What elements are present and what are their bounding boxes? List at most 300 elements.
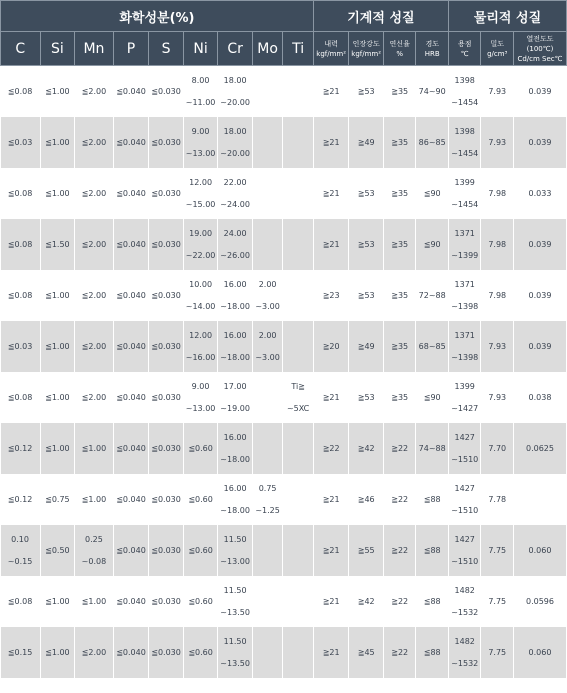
cell-elongation: ≧35 bbox=[383, 372, 416, 423]
cell-si: ≦1.00 bbox=[40, 321, 75, 372]
cell-density: 7.93 bbox=[481, 66, 514, 118]
col-ti: Ti bbox=[283, 32, 314, 66]
cell-tensile: ≧55 bbox=[349, 525, 384, 576]
col-ni: Ni bbox=[183, 32, 218, 66]
cell-mo bbox=[252, 627, 282, 678]
cell-density: 7.70 bbox=[481, 423, 514, 474]
cell-c: ≦0.08 bbox=[1, 66, 41, 118]
range-end: ~1.25 bbox=[255, 505, 280, 515]
cell-cr bbox=[218, 117, 253, 168]
col-density-unit: g/cm³ bbox=[487, 49, 508, 58]
cell-hardness: ≦88 bbox=[416, 627, 449, 678]
range-start: 0.10 bbox=[11, 534, 29, 544]
cell-ti bbox=[283, 525, 314, 576]
cell-thermal-conductivity: 0.039 bbox=[513, 219, 566, 270]
col-s: S bbox=[149, 32, 184, 66]
cell-c: ≦0.03 bbox=[1, 117, 41, 168]
cell-hardness: 72~88 bbox=[416, 270, 449, 321]
range-start: 9.00 bbox=[191, 126, 210, 136]
range-start: Ti≧ bbox=[291, 381, 305, 391]
cell-thermal-conductivity: 0.039 bbox=[513, 66, 566, 118]
cell-mo bbox=[252, 219, 282, 270]
range-start: 1371 bbox=[454, 330, 475, 340]
col-yield-strength bbox=[313, 32, 349, 66]
table-row bbox=[1, 474, 567, 525]
cell-tensile: ≧45 bbox=[349, 627, 384, 678]
cell-mo bbox=[252, 117, 282, 168]
col-cr: Cr bbox=[218, 32, 253, 66]
col-mn: Mn bbox=[75, 32, 114, 66]
col-yield-strength-label: 내력 bbox=[324, 39, 338, 48]
range-start: 18.00 bbox=[223, 75, 247, 85]
range-start: 12.00 bbox=[189, 330, 213, 340]
cell-thermal-conductivity: 0.039 bbox=[513, 270, 566, 321]
cell-p: ≦0.040 bbox=[113, 321, 149, 372]
cell-mn: ≦2.00 bbox=[75, 66, 114, 118]
cell-cr bbox=[218, 321, 253, 372]
cell-c: ≦0.03 bbox=[1, 321, 41, 372]
cell-melting-point bbox=[448, 219, 481, 270]
physical-properties-header: 물리적 성질 bbox=[448, 1, 566, 32]
range-start: 1398 bbox=[454, 75, 475, 85]
table-row bbox=[1, 372, 567, 423]
col-hardness-unit: HRB bbox=[424, 49, 440, 58]
range-end: ~3.00 bbox=[255, 352, 280, 362]
cell-yield: ≧21 bbox=[313, 168, 349, 219]
range-start: 1427 bbox=[454, 534, 475, 544]
range-end: ~26.00 bbox=[220, 250, 250, 260]
range-start: 24.00 bbox=[223, 228, 247, 238]
cell-ni bbox=[183, 117, 218, 168]
range-end: ~24.00 bbox=[220, 199, 250, 209]
cell-s: ≦0.030 bbox=[149, 372, 184, 423]
cell-mo bbox=[252, 270, 282, 321]
cell-yield: ≧23 bbox=[313, 270, 349, 321]
cell-yield: ≧21 bbox=[313, 117, 349, 168]
col-hardness bbox=[416, 32, 449, 66]
range-start: 10.00 bbox=[189, 279, 213, 289]
cell-hardness: ≦90 bbox=[416, 168, 449, 219]
range-end: ~13.00 bbox=[185, 403, 216, 413]
range-start: 1371 bbox=[454, 279, 475, 289]
cell-melting-point bbox=[448, 66, 481, 118]
range-start: 0.75 bbox=[258, 483, 277, 493]
col-elongation-unit: % bbox=[396, 49, 404, 58]
cell-melting-point bbox=[448, 576, 481, 627]
column-header-row bbox=[1, 32, 567, 66]
range-start: 22.00 bbox=[223, 177, 247, 187]
range-start: 16.00 bbox=[223, 279, 247, 289]
col-tensile-strength bbox=[349, 32, 384, 66]
range-start: 1427 bbox=[454, 432, 475, 442]
cell-ni: ≦0.60 bbox=[183, 576, 218, 627]
cell-hardness: ≦88 bbox=[416, 576, 449, 627]
cell-yield: ≧21 bbox=[313, 219, 349, 270]
cell-elongation: ≧22 bbox=[383, 525, 416, 576]
cell-elongation: ≧22 bbox=[383, 423, 416, 474]
range-end: ~1510 bbox=[451, 505, 479, 515]
cell-mn: ≦1.00 bbox=[75, 423, 114, 474]
range-end: ~1398 bbox=[451, 352, 479, 362]
cell-si: ≦0.75 bbox=[40, 474, 75, 525]
cell-elongation: ≧22 bbox=[383, 474, 416, 525]
range-start: 0.25 bbox=[85, 534, 103, 544]
cell-thermal-conductivity: 0.0625 bbox=[513, 423, 566, 474]
table-row bbox=[1, 270, 567, 321]
cell-ti bbox=[283, 321, 314, 372]
range-end: ~20.00 bbox=[220, 97, 250, 107]
cell-si: ≦1.00 bbox=[40, 168, 75, 219]
cell-tensile: ≧49 bbox=[349, 117, 384, 168]
cell-s: ≦0.030 bbox=[149, 474, 184, 525]
range-end: ~18.00 bbox=[220, 352, 250, 362]
cell-yield: ≧21 bbox=[313, 627, 349, 678]
range-start: 11.50 bbox=[223, 636, 247, 646]
col-si: Si bbox=[40, 32, 75, 66]
col-mo: Mo bbox=[252, 32, 282, 66]
cell-elongation: ≧35 bbox=[383, 270, 416, 321]
cell-hardness: 74~90 bbox=[416, 66, 449, 118]
cell-yield: ≧21 bbox=[313, 372, 349, 423]
cell-tensile: ≧53 bbox=[349, 168, 384, 219]
range-start: 19.00 bbox=[189, 228, 213, 238]
range-start: 11.50 bbox=[223, 534, 247, 544]
mechanical-properties-header: 기계적 성질 bbox=[313, 1, 448, 32]
cell-si: ≦0.50 bbox=[40, 525, 75, 576]
cell-density: 7.75 bbox=[481, 576, 514, 627]
table-row bbox=[1, 321, 567, 372]
cell-p: ≦0.040 bbox=[113, 66, 149, 118]
cell-melting-point bbox=[448, 321, 481, 372]
cell-thermal-conductivity: 0.033 bbox=[513, 168, 566, 219]
range-end: ~13.50 bbox=[220, 658, 250, 668]
cell-hardness: ≦90 bbox=[416, 372, 449, 423]
cell-density: 7.98 bbox=[481, 270, 514, 321]
cell-c bbox=[1, 525, 41, 576]
cell-hardness: 86~85 bbox=[416, 117, 449, 168]
cell-mo bbox=[252, 372, 282, 423]
range-start: 1482 bbox=[454, 636, 475, 646]
cell-yield: ≧21 bbox=[313, 474, 349, 525]
cell-si: ≦1.00 bbox=[40, 423, 75, 474]
col-hardness-label: 경도 bbox=[425, 39, 439, 48]
cell-melting-point bbox=[448, 474, 481, 525]
cell-mo bbox=[252, 474, 282, 525]
cell-ni bbox=[183, 321, 218, 372]
cell-p: ≦0.040 bbox=[113, 423, 149, 474]
col-melting-point bbox=[448, 32, 481, 66]
range-end: ~18.00 bbox=[220, 301, 250, 311]
table-row bbox=[1, 168, 567, 219]
range-end: ~14.00 bbox=[185, 301, 216, 311]
cell-ni: ≦0.60 bbox=[183, 627, 218, 678]
cell-cr bbox=[218, 270, 253, 321]
range-end: ~1398 bbox=[451, 301, 479, 311]
cell-ni bbox=[183, 66, 218, 118]
cell-density: 7.75 bbox=[481, 525, 514, 576]
range-start: 8.00 bbox=[191, 75, 210, 85]
range-end: ~1510 bbox=[451, 454, 479, 464]
range-end: ~15.00 bbox=[185, 199, 216, 209]
cell-mo bbox=[252, 423, 282, 474]
cell-s: ≦0.030 bbox=[149, 321, 184, 372]
cell-mo bbox=[252, 168, 282, 219]
cell-si: ≦1.00 bbox=[40, 576, 75, 627]
cell-cr bbox=[218, 627, 253, 678]
range-start: 16.00 bbox=[223, 483, 247, 493]
col-tensile-strength-unit: kgf/mm² bbox=[351, 49, 382, 58]
range-end: ~1399 bbox=[451, 250, 479, 260]
cell-elongation: ≧22 bbox=[383, 576, 416, 627]
range-start: 12.00 bbox=[189, 177, 213, 187]
cell-ni bbox=[183, 372, 218, 423]
cell-ti bbox=[283, 168, 314, 219]
cell-melting-point bbox=[448, 372, 481, 423]
cell-ti bbox=[283, 576, 314, 627]
col-thermal-conductivity-unit: Cd/cm Sec℃ bbox=[517, 54, 563, 63]
col-c: C bbox=[1, 32, 41, 66]
cell-yield: ≧20 bbox=[313, 321, 349, 372]
cell-si: ≦1.00 bbox=[40, 372, 75, 423]
cell-p: ≦0.040 bbox=[113, 168, 149, 219]
cell-c: ≦0.08 bbox=[1, 219, 41, 270]
group-header-row bbox=[1, 1, 567, 32]
range-start: 1427 bbox=[454, 483, 475, 493]
cell-thermal-conductivity: 0.039 bbox=[513, 117, 566, 168]
range-end: ~11.00 bbox=[185, 97, 216, 107]
table-row bbox=[1, 117, 567, 168]
cell-density: 7.93 bbox=[481, 117, 514, 168]
cell-c: ≦0.08 bbox=[1, 270, 41, 321]
cell-si: ≦1.00 bbox=[40, 270, 75, 321]
col-elongation-label: 연신율 bbox=[389, 39, 410, 48]
range-end: ~1427 bbox=[451, 403, 479, 413]
cell-ti bbox=[283, 66, 314, 118]
range-end: ~20.00 bbox=[220, 148, 250, 158]
cell-density: 7.78 bbox=[481, 474, 514, 525]
range-end: ~0.15 bbox=[7, 556, 33, 566]
col-tensile-strength-label: 인장강도 bbox=[352, 39, 380, 48]
cell-c: ≦0.12 bbox=[1, 423, 41, 474]
cell-s: ≦0.030 bbox=[149, 627, 184, 678]
cell-s: ≦0.030 bbox=[149, 219, 184, 270]
cell-hardness: ≦90 bbox=[416, 219, 449, 270]
cell-ti bbox=[283, 423, 314, 474]
cell-tensile: ≧53 bbox=[349, 66, 384, 118]
table-row bbox=[1, 219, 567, 270]
col-elongation bbox=[383, 32, 416, 66]
cell-density: 7.93 bbox=[481, 321, 514, 372]
cell-mn: ≦2.00 bbox=[75, 219, 114, 270]
cell-elongation: ≧22 bbox=[383, 627, 416, 678]
cell-p: ≦0.040 bbox=[113, 576, 149, 627]
cell-cr bbox=[218, 372, 253, 423]
spec-table-body bbox=[1, 66, 567, 679]
range-end: ~1454 bbox=[451, 148, 479, 158]
cell-ni bbox=[183, 168, 218, 219]
cell-yield: ≧21 bbox=[313, 525, 349, 576]
cell-cr bbox=[218, 66, 253, 118]
range-end: ~1510 bbox=[451, 556, 479, 566]
range-start: 1482 bbox=[454, 585, 475, 595]
cell-elongation: ≧35 bbox=[383, 117, 416, 168]
cell-mn bbox=[75, 525, 114, 576]
cell-melting-point bbox=[448, 627, 481, 678]
col-thermal-conductivity-label: 열전도도(100℃) bbox=[526, 34, 554, 53]
cell-thermal-conductivity: 0.060 bbox=[513, 525, 566, 576]
range-start: 2.00 bbox=[258, 279, 277, 289]
cell-yield: ≧21 bbox=[313, 66, 349, 118]
range-end: ~1454 bbox=[451, 199, 479, 209]
cell-si: ≦1.00 bbox=[40, 627, 75, 678]
cell-ni: ≦0.60 bbox=[183, 525, 218, 576]
cell-p: ≦0.040 bbox=[113, 219, 149, 270]
cell-mn: ≦1.00 bbox=[75, 474, 114, 525]
range-end: ~22.00 bbox=[185, 250, 216, 260]
cell-s: ≦0.030 bbox=[149, 117, 184, 168]
cell-cr bbox=[218, 576, 253, 627]
cell-ni bbox=[183, 219, 218, 270]
col-melting-point-unit: ℃ bbox=[460, 49, 469, 58]
table-row bbox=[1, 525, 567, 576]
range-start: 11.50 bbox=[223, 585, 247, 595]
range-start: 16.00 bbox=[223, 432, 247, 442]
cell-thermal-conductivity: 0.039 bbox=[513, 321, 566, 372]
range-end: ~5XC bbox=[286, 403, 310, 413]
cell-mn: ≦2.00 bbox=[75, 117, 114, 168]
range-end: ~3.00 bbox=[255, 301, 280, 311]
cell-mo bbox=[252, 525, 282, 576]
cell-c: ≦0.15 bbox=[1, 627, 41, 678]
range-end: ~19.00 bbox=[220, 403, 250, 413]
range-start: 17.00 bbox=[223, 381, 247, 391]
range-end: ~13.50 bbox=[220, 607, 250, 617]
cell-ti bbox=[283, 117, 314, 168]
table-row bbox=[1, 66, 567, 118]
range-end: ~1532 bbox=[451, 607, 479, 617]
cell-cr bbox=[218, 474, 253, 525]
cell-tensile: ≧53 bbox=[349, 270, 384, 321]
cell-tensile: ≧46 bbox=[349, 474, 384, 525]
range-start: 2.00 bbox=[258, 330, 277, 340]
cell-c: ≦0.08 bbox=[1, 168, 41, 219]
col-yield-strength-unit: kgf/mm² bbox=[316, 49, 347, 58]
cell-hardness: 68~85 bbox=[416, 321, 449, 372]
cell-melting-point bbox=[448, 117, 481, 168]
cell-elongation: ≧35 bbox=[383, 321, 416, 372]
cell-s: ≦0.030 bbox=[149, 66, 184, 118]
cell-c: ≦0.08 bbox=[1, 576, 41, 627]
col-thermal-conductivity bbox=[513, 32, 566, 66]
cell-cr bbox=[218, 525, 253, 576]
cell-cr bbox=[218, 168, 253, 219]
cell-mn: ≦2.00 bbox=[75, 372, 114, 423]
range-start: 1398 bbox=[454, 126, 475, 136]
cell-ti bbox=[283, 219, 314, 270]
cell-ni: ≦0.60 bbox=[183, 474, 218, 525]
cell-hardness: ≦88 bbox=[416, 474, 449, 525]
range-start: 1371 bbox=[454, 228, 475, 238]
cell-ti bbox=[283, 474, 314, 525]
cell-mo bbox=[252, 66, 282, 118]
cell-s: ≦0.030 bbox=[149, 576, 184, 627]
range-end: ~0.08 bbox=[81, 556, 107, 566]
table-row bbox=[1, 627, 567, 678]
range-end: ~13.00 bbox=[220, 556, 250, 566]
cell-thermal-conductivity: 0.0596 bbox=[513, 576, 566, 627]
cell-si: ≦1.00 bbox=[40, 66, 75, 118]
range-end: ~18.00 bbox=[220, 505, 250, 515]
col-density-label: 밀도 bbox=[490, 39, 504, 48]
cell-s: ≦0.030 bbox=[149, 168, 184, 219]
table-row bbox=[1, 423, 567, 474]
cell-s: ≦0.030 bbox=[149, 270, 184, 321]
cell-s: ≦0.030 bbox=[149, 525, 184, 576]
cell-melting-point bbox=[448, 168, 481, 219]
range-start: 1399 bbox=[454, 177, 475, 187]
range-end: ~13.00 bbox=[185, 148, 216, 158]
range-start: 16.00 bbox=[223, 330, 247, 340]
table-row bbox=[1, 576, 567, 627]
cell-hardness: ≦88 bbox=[416, 525, 449, 576]
cell-melting-point bbox=[448, 423, 481, 474]
cell-tensile: ≧42 bbox=[349, 576, 384, 627]
cell-si: ≦1.00 bbox=[40, 117, 75, 168]
cell-p: ≦0.040 bbox=[113, 525, 149, 576]
range-start: 1399 bbox=[454, 381, 475, 391]
cell-si: ≦1.50 bbox=[40, 219, 75, 270]
range-end: ~1454 bbox=[451, 97, 479, 107]
cell-thermal-conductivity: 0.060 bbox=[513, 627, 566, 678]
cell-elongation: ≧35 bbox=[383, 219, 416, 270]
cell-tensile: ≧42 bbox=[349, 423, 384, 474]
range-end: ~16.00 bbox=[185, 352, 216, 362]
cell-melting-point bbox=[448, 525, 481, 576]
cell-p: ≦0.040 bbox=[113, 627, 149, 678]
cell-yield: ≧21 bbox=[313, 576, 349, 627]
range-start: 18.00 bbox=[223, 126, 247, 136]
cell-c: ≦0.08 bbox=[1, 372, 41, 423]
cell-c: ≦0.12 bbox=[1, 474, 41, 525]
cell-ni: ≦0.60 bbox=[183, 423, 218, 474]
cell-p: ≦0.040 bbox=[113, 270, 149, 321]
cell-p: ≦0.040 bbox=[113, 117, 149, 168]
cell-elongation: ≧35 bbox=[383, 66, 416, 118]
cell-thermal-conductivity: 0.038 bbox=[513, 372, 566, 423]
cell-cr bbox=[218, 423, 253, 474]
cell-tensile: ≧53 bbox=[349, 372, 384, 423]
cell-melting-point bbox=[448, 270, 481, 321]
cell-ni bbox=[183, 270, 218, 321]
range-start: 9.00 bbox=[191, 381, 210, 391]
cell-mn: ≦2.00 bbox=[75, 321, 114, 372]
cell-tensile: ≧49 bbox=[349, 321, 384, 372]
cell-p: ≦0.040 bbox=[113, 474, 149, 525]
cell-ti bbox=[283, 270, 314, 321]
col-melting-point-label: 용점 bbox=[457, 39, 472, 48]
col-p: P bbox=[113, 32, 149, 66]
cell-mo bbox=[252, 576, 282, 627]
cell-density: 7.98 bbox=[481, 168, 514, 219]
cell-mn: ≦2.00 bbox=[75, 168, 114, 219]
cell-yield: ≧22 bbox=[313, 423, 349, 474]
cell-thermal-conductivity bbox=[513, 474, 566, 525]
cell-tensile: ≧53 bbox=[349, 219, 384, 270]
chemical-composition-header: 화학성분(%) bbox=[1, 1, 314, 32]
cell-cr bbox=[218, 219, 253, 270]
cell-mn: ≦2.00 bbox=[75, 270, 114, 321]
cell-mn: ≦1.00 bbox=[75, 576, 114, 627]
